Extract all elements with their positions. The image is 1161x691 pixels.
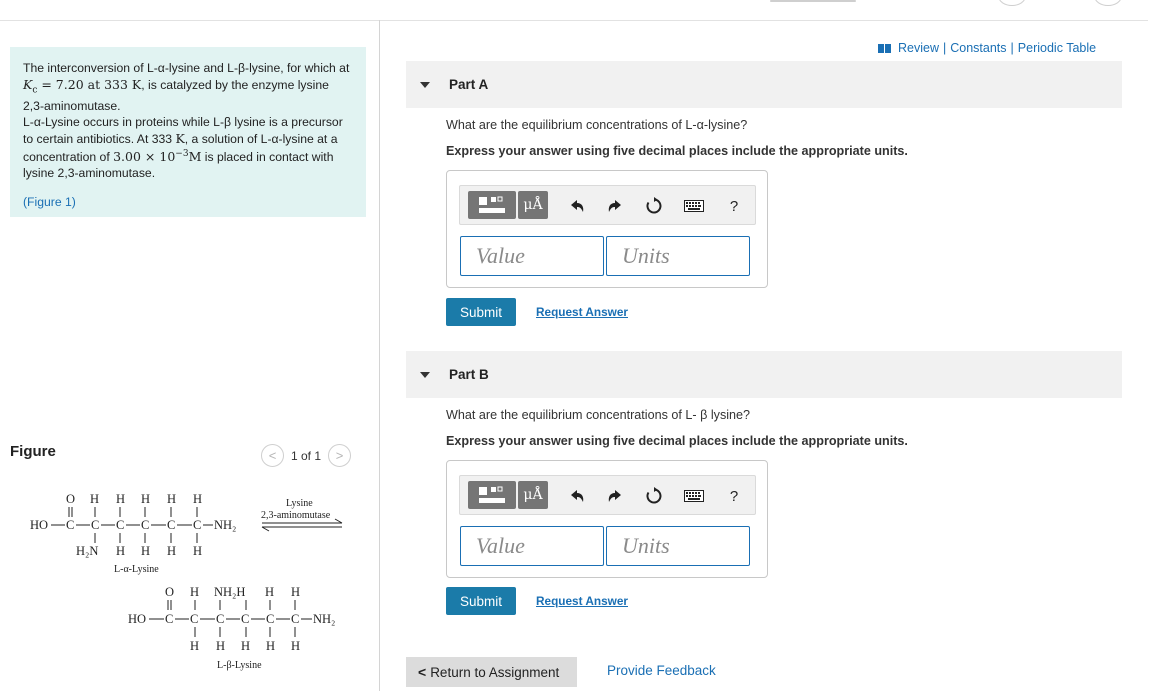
units-button[interactable] [518,481,548,509]
svg-text:L-β-Lysine: L-β-Lysine [217,660,262,671]
templates-icon [477,196,507,214]
resource-links [878,41,1096,55]
svg-text:C: C [66,518,75,532]
svg-text:C: C [241,612,250,626]
part-b-question: What are the equilibrium concentrations of L- β lysine? [446,408,751,422]
constants-link[interactable]: Constants [950,41,1007,55]
part-a-question: What are the equilibrium concentrations of L-α-lysine? [446,118,748,132]
svg-text:H: H [116,544,126,558]
svg-text:H₂N: H₂N [76,544,99,558]
part-b-inputs [460,526,750,566]
keyboard-button[interactable] [681,195,707,217]
link-separator: | [1010,41,1014,55]
svg-text:C: C [167,518,176,532]
templates-icon [477,486,507,504]
svg-text:H: H [265,585,275,599]
redo-icon [607,489,623,503]
panel-divider [379,20,380,691]
provide-feedback-link[interactable]: Provide Feedback [607,663,716,678]
review-link[interactable]: Review [898,41,939,55]
problem-paragraph-1: The interconversion of L-α-lysine and L-β-lysine, for which at $K_c = 7.20$ at 333 K, is catalyzed by the enzyme lysine 2,3-aminomutase. [23,61,350,114]
svg-text:NH₂H: NH₂H [214,585,246,599]
top-tab-shadow [770,0,856,2]
redo-icon [607,199,623,213]
svg-text:H: H [190,639,200,653]
undo-icon [569,489,585,503]
prev-figure-button[interactable] [261,444,284,467]
svg-text:C: C [165,612,174,626]
svg-text:HO: HO [128,612,147,626]
keyboard-icon [684,490,704,502]
redo-button[interactable] [604,195,626,217]
reset-icon [645,197,663,215]
chevron-left-icon: < [418,664,427,680]
collapse-triangle-icon [420,82,430,88]
templates-button[interactable] [468,191,516,219]
part-a-instruction: Express your answer using five decimal places include the appropriate units. [446,144,908,158]
svg-text:O: O [66,492,76,506]
svg-text:H: H [193,492,203,506]
top-circle-right [1094,0,1122,6]
pager-count: 1 of 1 [291,448,322,463]
help-icon: ? [729,197,739,215]
next-figure-button[interactable] [328,444,351,467]
help-button[interactable] [723,195,745,217]
chevron-left-icon: < [268,448,277,463]
reaction-arrow [261,498,342,531]
redo-button[interactable] [604,485,626,507]
part-b-toolbar [459,475,756,515]
part-a-value-input[interactable] [460,236,604,276]
figure-link[interactable]: (Figure 1) [23,195,76,210]
svg-text:O: O [165,585,175,599]
part-a-inputs [460,236,750,276]
svg-text:H: H [167,492,177,506]
svg-text:C: C [116,518,125,532]
svg-text:C: C [141,518,150,532]
part-a-request-answer-link[interactable]: Request Answer [536,305,628,319]
svg-text:NH₂: NH₂ [313,612,336,626]
part-b-request-answer-link[interactable]: Request Answer [536,594,628,608]
svg-text:H: H [190,585,200,599]
svg-text:H: H [167,544,177,558]
svg-text:H: H [216,639,226,653]
svg-text:C: C [291,612,300,626]
undo-button[interactable] [566,195,588,217]
link-separator: | [943,41,947,55]
reset-button[interactable] [643,485,665,507]
part-b-answer-box [446,460,768,578]
svg-text:C: C [193,518,202,532]
svg-text:H: H [291,585,301,599]
svg-text:2,3-aminomutase: 2,3-aminomutase [261,510,331,521]
svg-text:H: H [141,544,151,558]
figure-title: Figure [10,443,56,460]
part-b-instruction: Express your answer using five decimal places include the appropriate units. [446,434,908,448]
svg-text:H: H [241,639,251,653]
part-a-units-input[interactable] [606,236,750,276]
part-a-toolbar [459,185,756,225]
svg-text:H: H [291,639,301,653]
reset-icon [645,487,663,505]
return-to-assignment-button[interactable] [406,657,577,687]
return-label: Return to Assignment [430,664,560,680]
chevron-right-icon: > [335,448,344,463]
svg-text:C: C [266,612,275,626]
svg-text:C: C [91,518,100,532]
reset-button[interactable] [643,195,665,217]
undo-button[interactable] [566,485,588,507]
svg-text:L-α-Lysine: L-α-Lysine [114,564,159,575]
part-a-header[interactable] [406,61,1122,108]
part-b-label: Part B [449,367,489,382]
keyboard-button[interactable] [681,485,707,507]
svg-text:H: H [116,492,126,506]
units-icon: μÅ [523,487,543,503]
svg-text:NH₂: NH₂ [214,518,237,532]
svg-text:Lysine: Lysine [286,498,313,509]
problem-statement [10,47,366,217]
book-icon [878,44,891,53]
svg-text:H: H [141,492,151,506]
problem-paragraph-2: L-α-Lysine occurs in proteins while L-β lysine is a precursor to certain antibiotics. At 333 K, a solution of L-α-lysine at a concentration of $3.00 \times 10^{-3}M$ is placed in contact with lysine 2,3-aminomutase. [23,114,343,181]
keyboard-icon [684,200,704,212]
units-button[interactable] [518,191,548,219]
units-icon: μÅ [523,197,543,213]
periodic-table-link[interactable]: Periodic Table [1017,41,1097,55]
templates-button[interactable] [468,481,516,509]
help-button[interactable] [723,485,745,507]
part-b-value-input[interactable] [460,526,604,566]
part-b-header[interactable] [406,351,1122,398]
svg-text:H: H [266,639,276,653]
part-a-submit-button[interactable]: Submit [446,298,516,326]
lysine-reaction-diagram [10,478,370,678]
svg-text:H: H [193,544,203,558]
top-circle-left [998,0,1026,6]
beta-lysine-structure [128,585,335,671]
part-b-units-input[interactable] [606,526,750,566]
collapse-triangle-icon [420,372,430,378]
part-a-label: Part A [449,77,489,92]
svg-text:C: C [216,612,225,626]
svg-text:C: C [190,612,199,626]
top-divider [0,20,1148,21]
part-b-submit-button[interactable]: Submit [446,587,516,615]
svg-text:H: H [90,492,100,506]
help-icon: ? [729,487,739,505]
alpha-lysine-structure [30,492,236,575]
undo-icon [569,199,585,213]
part-a-answer-box [446,170,768,288]
svg-text:HO: HO [30,518,49,532]
figure-pager [261,444,351,467]
